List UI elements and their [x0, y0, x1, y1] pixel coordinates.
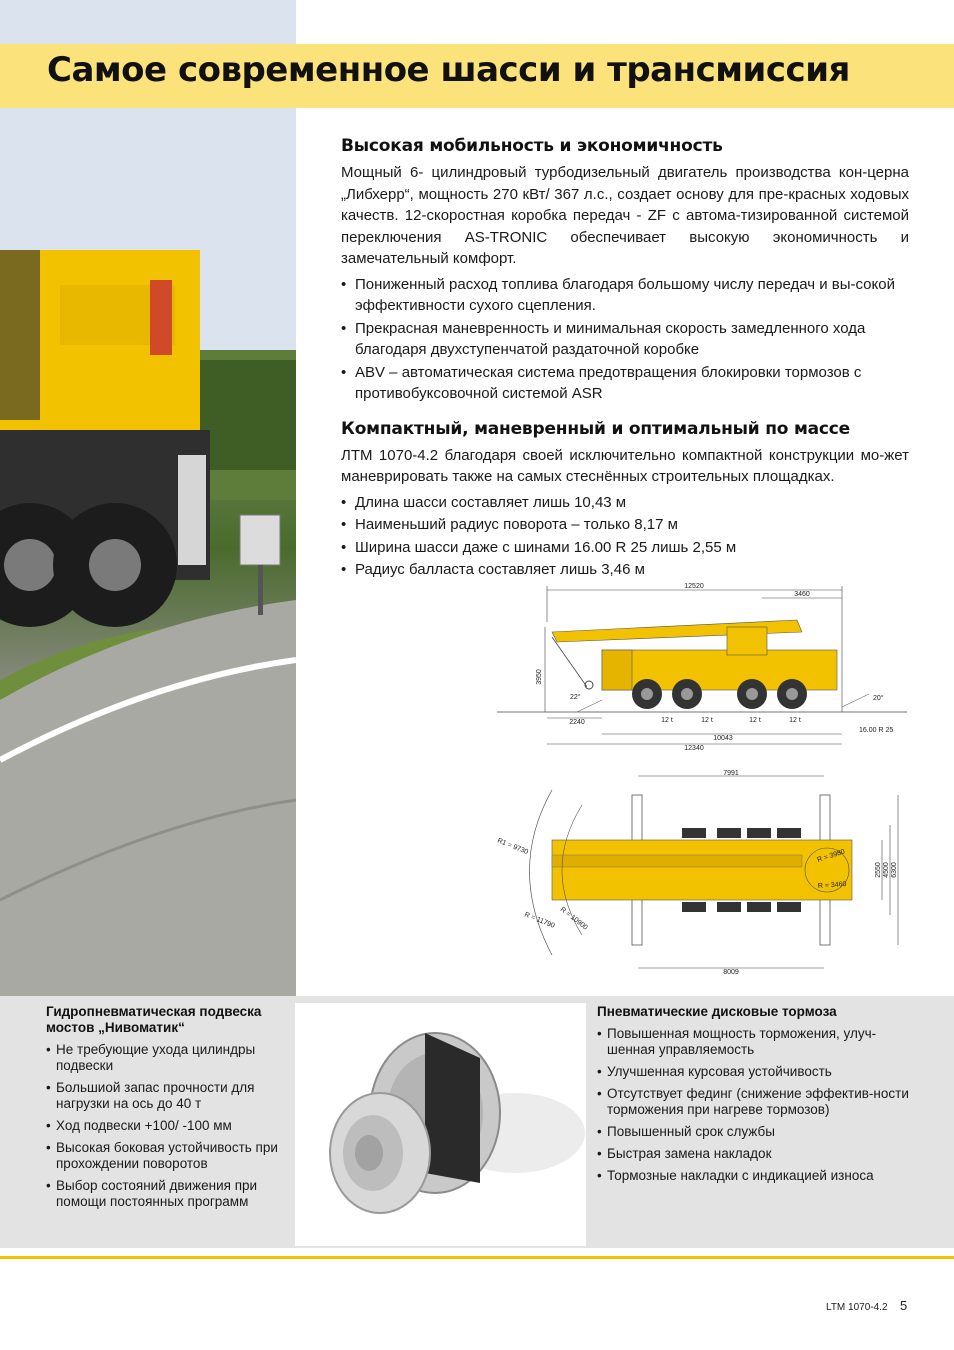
list-item: • Быстрая замена накладок [597, 1146, 909, 1162]
dim-tail: 3460 [794, 591, 810, 598]
dim-width-1: 2550 [875, 862, 882, 878]
axle-load-3: 12 t [749, 717, 761, 724]
list-item: • ABV – автоматическая система предотвращения блокировки тормозов с противобуксовочной системой ASR [341, 362, 909, 405]
side-view-diagram [497, 582, 907, 760]
list-item: • Выбор состояний движения при помощи постоянных программ [46, 1178, 288, 1210]
angle-rear: 20° [873, 695, 884, 702]
list-item: • Улучшенная курсовая устойчивость [597, 1064, 909, 1080]
main-content [341, 136, 909, 582]
list-item: • Длина шасси составляет лишь 10,43 м [341, 492, 909, 514]
list-item: • Радиус балласта составляет лишь 3,46 м [341, 559, 909, 581]
title-banner [0, 44, 954, 108]
tyre-size: 16.00 R 25 [859, 727, 894, 734]
dim-top: 7991 [723, 770, 739, 777]
suspension-heading: Гидропневматическая подвеска мостов „Нивоматик“ [46, 1004, 262, 1035]
list-item: • Ход подвески +100/ -100 мм [46, 1118, 288, 1134]
radius-ballast-1: R = 3980 [816, 848, 846, 864]
section-heading-compact: Компактный, маневренный и оптимальный по массе [341, 418, 851, 439]
radius-1: R1 = 9730 [496, 837, 530, 857]
section-heading-mobility: Высокая мобильность и экономичность [341, 136, 723, 156]
bullet-list-compact [341, 492, 909, 581]
dim-height: 3950 [536, 669, 543, 685]
dim-front: 2240 [569, 719, 585, 726]
list-item: • Повышенная мощность торможения, улуч-шенная управляемость [597, 1026, 909, 1058]
section-paragraph-compact: ЛТМ 1070-4.2 благодаря своей исключительно компактной конструкции мо-жет маневрировать также на самых стеснённых строительных площадках. [341, 446, 909, 485]
footer-rule [0, 1256, 954, 1259]
dim-width-3: 6300 [891, 862, 898, 878]
radius-3: R = 11790 [523, 911, 556, 930]
angle-front: 22° [570, 694, 581, 701]
suspension-list [46, 1042, 288, 1210]
dim-width-2: 4500 [883, 862, 890, 878]
axle-load-2: 12 t [701, 717, 713, 724]
dim-bottom: 8009 [723, 969, 739, 976]
list-item: • Пониженный расход топлива благодаря большому числу передач и вы-сокой эффективности сухого сцепления. [341, 274, 909, 317]
list-item: • Не требующие ухода цилиндры подвески [46, 1042, 288, 1074]
list-item: • Большиой запас прочности для нагрузки на ось до 40 т [46, 1080, 288, 1112]
dim-length: 12340 [684, 745, 704, 752]
list-item: • Тормозные накладки с индикацией износа [597, 1168, 909, 1184]
radius-2: R = 10900 [558, 906, 589, 932]
dim-wheelbase: 10043 [713, 735, 733, 742]
brakes-column [597, 1004, 909, 1190]
page-title: Самое современное шасси и трансмиссия [47, 50, 850, 90]
crane-photo [0, 0, 296, 996]
axle-load-4: 12 t [789, 717, 801, 724]
list-item: • Отсутствует фединг (снижение эффектив-ности торможения при нагреве тормозов) [597, 1086, 909, 1118]
axle-load-1: 12 t [661, 717, 673, 724]
list-item: • Повышенный срок службы [597, 1124, 909, 1140]
section-paragraph-mobility: Мощный 6- цилиндровый турбодизельный двигатель производства кон-церна „Либхерр“, мощность 270 кВт/ 367 л.с., создает основу для пре-красных ходовых качеств. 12-скоростная коробка передач - ZF с автома-тизированной системой переключения AS-TRONIC обеспечивает высокую экономичность и замечательный комфорт. [341, 164, 909, 267]
brakes-list [597, 1026, 909, 1184]
disc-brake-photo [295, 1003, 586, 1246]
page-number: 5 [900, 1298, 908, 1313]
radius-ballast-2: R = 3460 [817, 881, 847, 890]
list-item: • Высокая боковая устойчивость при прохождении поворотов [46, 1140, 288, 1172]
suspension-column [46, 1004, 288, 1216]
bullet-list-mobility [341, 274, 909, 405]
list-item: • Ширина шасси даже с шинами 16.00 R 25 лишь 2,55 м [341, 537, 909, 559]
top-view-diagram [492, 770, 912, 982]
brakes-heading: Пневматические дисковые тормоза [597, 1004, 837, 1019]
dim-overall: 12520 [684, 583, 704, 590]
list-item: • Прекрасная маневренность и минимальная скорость замедленного хода благодаря двухступенчатой раздаточной коробке [341, 318, 909, 361]
list-item: • Наименьший радиус поворота – только 8,17 м [341, 514, 909, 536]
footer-model: LTM 1070-4.2 [826, 1302, 888, 1313]
